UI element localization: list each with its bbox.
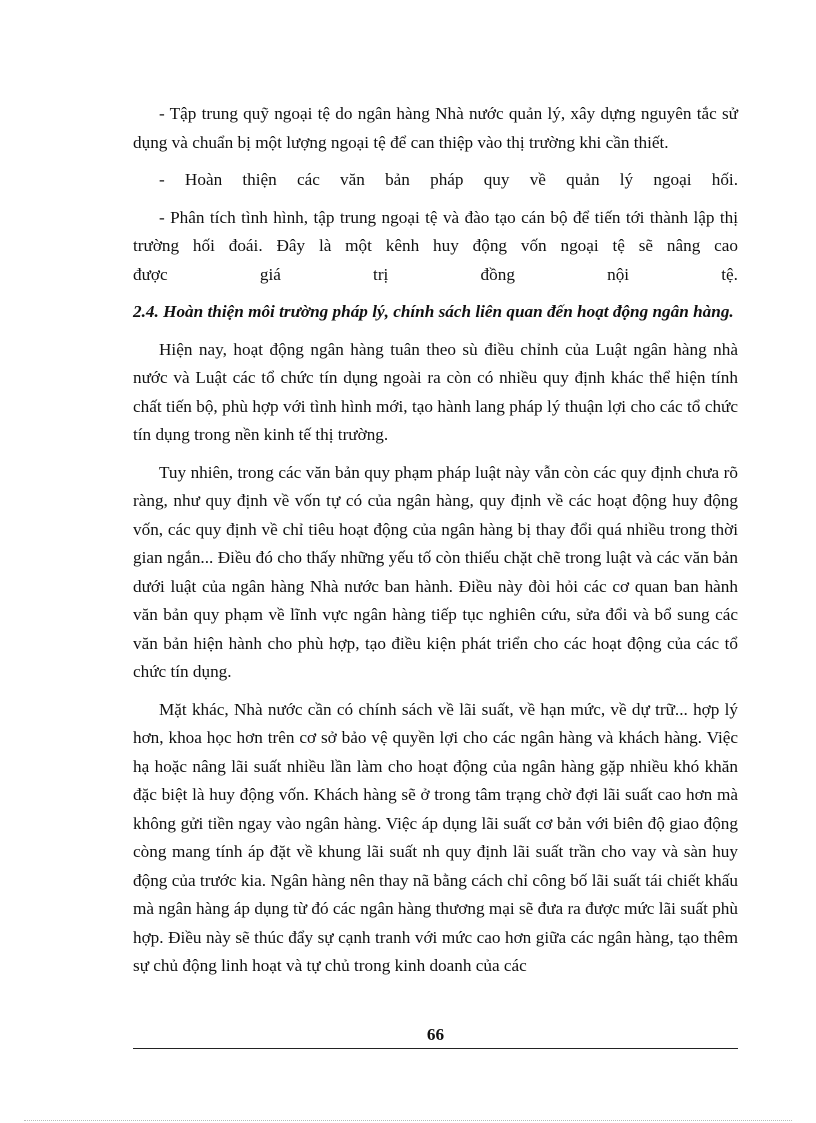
paragraph-interest-policy: Mặt khác, Nhà nước cần có chính sách về lãi suất, về hạn mức, về dự trữ... hợp lý hơn, khoa học hơn trên cơ sở bảo vệ quyền lợi cho các ngân hàng và khách hàng. Việc hạ hoặc nâng lãi suất nhiều lần làm cho hoạt động của ngân hàng gặp nhiều khó khăn đặc biệt là huy động vốn. Khách hàng sẽ ở trong tâm trạng chờ đợi lãi suất cao hơn mà không gửi tiền ngay vào ngân hàng. Việc áp dụng lãi suất cơ bản với biên độ giao động còng mang tính áp đặt về khung lãi suất nh quy định lãi suất trần cho vay và sàn huy động của trước kia. Ngân hàng nên thay nã bằng cách chỉ công bố lãi suất tái chiết khấu mà ngân hàng áp dụng từ đó các ngân hàng thương mại sẽ đưa ra được mức lãi suất phù hợp. Điều này sẽ thúc đẩy sự cạnh tranh với mức cao hơn giữa các ngân hàng, tạo thêm sự chủ động linh hoạt và tự chủ trong kinh doanh của các [133,699,738,975]
spread-word: được [133,264,168,284]
paragraph-foreign-currency-fund: - Tập trung quỹ ngoại tệ do ngân hàng Nhà nước quản lý, xây dựng nguyên tắc sử dụng và chuẩn bị một lượng ngoại tệ để can thiệp vào thị trường khi cần thiết. [133,104,738,152]
spread-word: trị [373,264,389,284]
spread-word: đồng [480,264,515,284]
page-footer [133,1024,738,1049]
document-page [133,100,738,990]
footer-divider [133,1048,738,1049]
spread-line [133,261,738,290]
spread-word: nội [607,264,630,284]
paragraph-unclear-rules: Tuy nhiên, trong các văn bản quy phạm pháp luật này vẫn còn các quy định chưa rõ ràng, như quy định về vốn tự có của ngân hàng, quy định về các hoạt động huy động vốn, các quy định về chỉ tiêu hoạt động của ngân hàng bị thay đổi quá nhiều trong thời gian ngắn... Điều đó cho thấy những yếu tố còn thiếu chặt chẽ trong luật và các văn bản dưới luật của ngân hàng Nhà nước ban hành. Điều này đòi hỏi các cơ quan ban hành văn bản quy phạm về lĩnh vực ngân hàng tiếp tục nghiên cứu, sửa đổi và bổ sung các văn bản hiện hành cho phù hợp, tạo điều kiện phát triển cho các hoạt động của các tổ chức tín dụng. [133,462,738,681]
paragraph-exchange-market: - Phân tích tình hình, tập trung ngoại tệ và đào tạo cán bộ để tiến tới thành lập thị trường hối đoái. Đây là một kênh huy động vốn ngoại tệ sẽ nâng cao [133,207,738,255]
paragraph-current-regulation: Hiện nay, hoạt động ngân hàng tuân theo sù điều chỉnh của Luật ngân hàng nhà nước và Luật các tổ chức tín dụng ngoài ra còn có nhiều quy định khác thể hiện tính chất tiến bộ, phù hợp với tình hình mới, tạo hành lang pháp lý thuận lợi cho các tổ chức tín dụng trong nền kinh tế thị trường. [133,339,738,444]
page-number: 66 [426,1025,445,1044]
spread-word: giá [259,264,281,284]
page-bottom-dotted-edge [24,1120,792,1121]
spread-word: tệ. [721,264,738,284]
section-heading: 2.4. Hoàn thiện môi trường pháp lý, chính sách liên quan đến hoạt động ngân hàng. [133,302,734,321]
paragraph-legal-documents: - Hoàn thiện các văn bản pháp quy về quản lý ngoại hối. [159,170,738,189]
